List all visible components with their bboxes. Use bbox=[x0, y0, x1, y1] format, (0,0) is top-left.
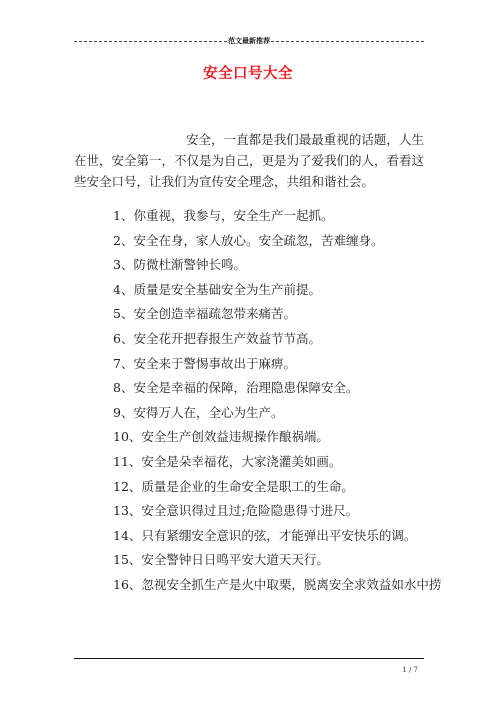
header-label: 范文最新推荐 bbox=[228, 37, 270, 45]
list-item: 4、质量是安全基础安全为生产前提。 bbox=[113, 281, 321, 297]
list-item: 6、安全花开把春报生产效益节节高。 bbox=[113, 330, 321, 346]
list-item: 5、安全创造幸福疏忽带来痛苦。 bbox=[113, 306, 296, 322]
list-item: 3、防微杜渐警钟长鸣。 bbox=[113, 257, 246, 273]
list-item: 7、安全来于警惕事故出于麻痹。 bbox=[113, 355, 296, 371]
page-number: 1 / 7 bbox=[402, 666, 418, 674]
slogan-list bbox=[113, 204, 442, 598]
list-item: 12、质量是企业的生命安全是职工的生命。 bbox=[113, 478, 354, 494]
list-item: 11、安全是朵幸福花，大家浇灌美如画。 bbox=[113, 453, 342, 469]
page-header bbox=[74, 36, 424, 46]
list-item: 8、安全是幸福的保障，治理隐患保障安全。 bbox=[113, 380, 359, 396]
list-item: 16、忽视安全抓生产是火中取栗，脱离安全求效益如水中捞 bbox=[113, 576, 442, 592]
list-item: 10、安全生产创效益违规操作酿祸端。 bbox=[113, 429, 329, 445]
list-item: 2、安全在身，家人放心。安全疏忽，苦难缠身。 bbox=[113, 232, 384, 248]
footer-rule bbox=[74, 658, 424, 659]
header-dashed-rule-right bbox=[271, 41, 424, 42]
list-item: 1、你重视，我参与，安全生产一起抓。 bbox=[113, 208, 334, 223]
header-dashed-rule-left bbox=[74, 41, 227, 42]
intro-paragraph: 安全，一直都是我们最最重视的话题，人生在世，安全第一，不仅是为自己，更是为了爱我们的人，看看这些安全口号，让我们为宣传安全理念，共组和谐社会。 bbox=[74, 132, 425, 189]
list-item: 15、安全警钟日日鸣平安大道天天行。 bbox=[113, 552, 329, 568]
document-title: 安全口号大全 bbox=[203, 66, 293, 82]
list-item: 14、只有紧绷安全意识的弦，才能弹出平安快乐的调。 bbox=[113, 527, 417, 543]
list-item: 13、安全意识得过且过;危险隐患得寸进尺。 bbox=[113, 503, 359, 519]
list-item: 9、安得万人在，全心为生产。 bbox=[113, 404, 284, 420]
